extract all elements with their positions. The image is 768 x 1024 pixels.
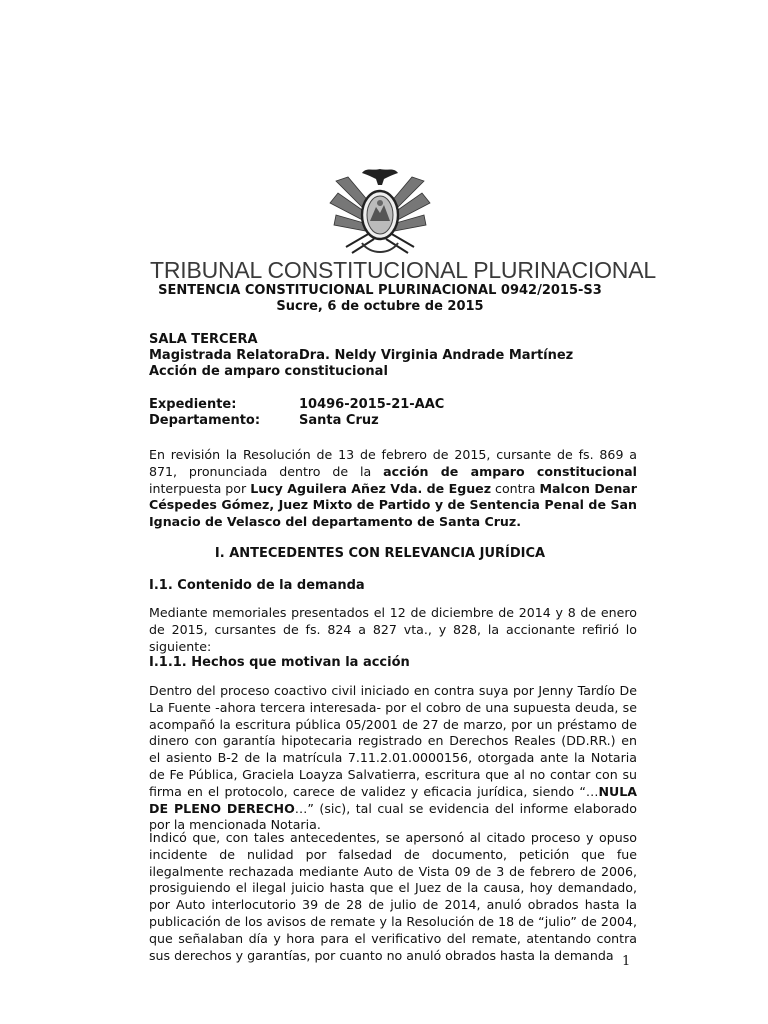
departamento-label: Departamento: (149, 413, 261, 428)
sala-label: SALA TERCERA (149, 332, 258, 347)
bolivia-coat-of-arms-icon (326, 163, 434, 263)
hechos-text-1: Dentro del proceso coactivo civil iniciado en contra suya por Jenny Tardío De La Fuente -ahora tercera interesada- por el cobro de una supuesta deuda, se acompañó la escritura pública 05/2001 de 27 de marzo, por un préstamo de dinero con garantía hipotecaria registrado en Derechos Reales (DD.RR.) en el asiento B-2 de la matrícula 7.11.2.01.0000156, otorgada ante la Notaria de Fe Pública, Graciela Loayza Salvatierra, escritura que al no contar con su firma en el protocolo, carece de validez y eficacia jurídica, siendo “… (149, 683, 637, 799)
intro-text-2: interpuesta por (149, 480, 251, 496)
section-heading-I1: I.1. Contenido de la demanda (149, 578, 365, 593)
expediente-value: 10496-2015-21-AAC (299, 397, 445, 412)
magistrada-value: Dra. Neldy Virginia Andrade Martínez (299, 348, 574, 363)
magistrada-label: Magistrada Relatora: (149, 348, 304, 363)
hechos-text-2: …” (sic), tal cual se evidencia del informe elaborado por la mencionada Notaria. (149, 800, 637, 833)
indico-paragraph: Indicó que, con tales antecedentes, se apersonó al citado proceso y opuso incidente de nulidad por falsedad de documento, petición que fue ilegalmente rechazada mediante Auto de Vista 09 de 3 de febrero de 2006, prosiguiendo el ilegal juicio hasta que el Juez de la causa, hoy demandado, por Auto interlocutorio 39 de 28 de julio de 2014, anuló obrados hasta la publicación de los avisos de remate y la Resolución de 18 de “julio” de 2004, que señalaban día y hora para el verificativo del remate, atentando contra sus derechos y garantías, por cuanto no anuló obrados hasta la demanda (149, 830, 637, 963)
section-heading-I11: I.1.1. Hechos que motivan la acción (149, 655, 410, 670)
hechos-bold-1: NULA DE PLENO DERECHO (149, 783, 637, 816)
demanda-paragraph: Mediante memoriales presentados el 12 de diciembre de 2014 y 8 de enero de 2015, cursantes de fs. 824 a 827 vta., y 828, la accionante refirió lo siguiente: (149, 605, 637, 654)
sentence-title: SENTENCIA CONSTITUCIONAL PLURINACIONAL 0942/2015-S3 (158, 283, 602, 298)
intro-text-3: contra (491, 480, 540, 496)
institution-name: TRIBUNAL CONSTITUCIONAL PLURINACIONAL (150, 257, 656, 283)
intro-paragraph (149, 447, 637, 531)
date-line: Sucre, 6 de octubre de 2015 (276, 299, 484, 314)
magistrada-line (149, 348, 573, 364)
intro-bold-2: Lucy Aguilera Añez Vda. de Eguez (250, 480, 492, 496)
hechos-paragraph (149, 683, 637, 834)
intro-text-1: En revisión la Resolución de 13 de febrero de 2015, cursante de fs. 869 a 871, pronunciada dentro de la (149, 447, 637, 479)
intro-bold-1: acción de amparo constitucional (383, 463, 637, 479)
departamento-value: Santa Cruz (299, 413, 379, 428)
accion-label: Acción de amparo constitucional (149, 364, 388, 379)
section-heading-I: I. ANTECEDENTES CON RELEVANCIA JURÍDICA (214, 546, 546, 561)
expediente-label: Expediente: (149, 397, 237, 412)
expediente-line (149, 397, 444, 413)
page-number: 1 (622, 954, 631, 969)
departamento-line (149, 413, 379, 429)
intro-bold-3: Malcon Denar Céspedes Gómez, Juez Mixto de Partido y de Sentencia Penal de San Ignacio de Velasco del departamento de Santa Cruz. (149, 480, 638, 530)
